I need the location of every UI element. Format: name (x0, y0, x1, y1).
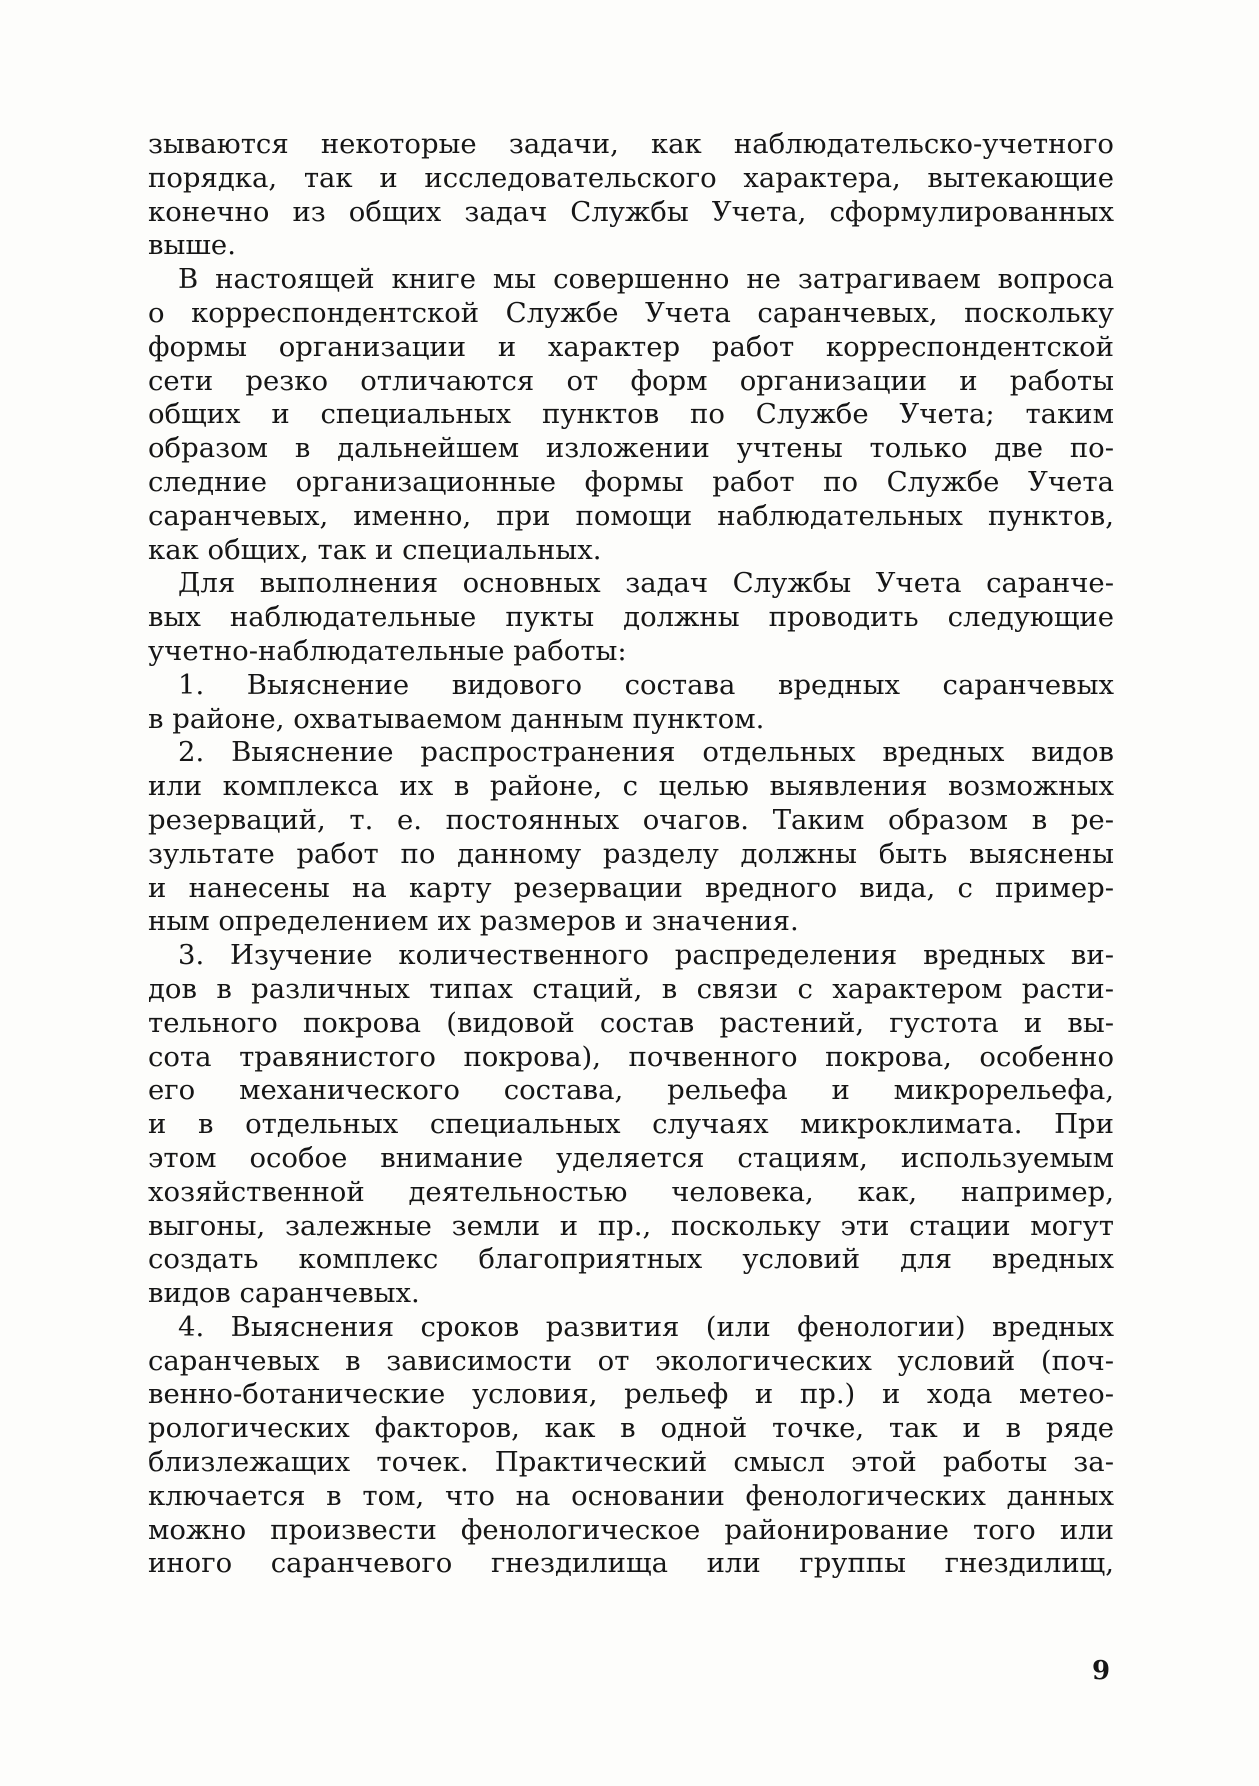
list-item-2 (148, 736, 1114, 939)
text-line: резерваций, т. е. постоянных очагов. Таким образом в ре- (148, 803, 1114, 836)
text-line: иного саранчевого гнездилища или группы гнездилищ, (148, 1547, 1114, 1580)
text-line: 4. Выяснения сроков развития (или фенологии) вредных (178, 1310, 1114, 1343)
text-line: этом особое внимание уделяется стациям, используемым (148, 1141, 1114, 1174)
page-number: 9 (1092, 1656, 1111, 1686)
text-line: формы организации и характер работ корреспондентской (148, 330, 1114, 363)
text-line: и в отдельных специальных случаях микроклимата. При (148, 1108, 1114, 1141)
text-line: хозяйственной деятельностью человека, как, например, (148, 1175, 1114, 1208)
list-item-3 (148, 939, 1114, 1311)
text-line: порядка, так и исследовательского характера, вытекающие (148, 161, 1114, 194)
text-line: выгоны, залежные земли и пр., поскольку эти стации могут (148, 1209, 1114, 1242)
body-text (148, 128, 1114, 1581)
text-line: венно-ботанические условия, рельеф и пр.) и хода метео- (148, 1378, 1114, 1411)
text-line: тельного покрова (видовой состав растений, густота и вы- (148, 1006, 1114, 1039)
list-item-4 (148, 1311, 1114, 1581)
text-line: дов в различных типах стаций, в связи с характером расти- (148, 972, 1114, 1005)
text-line: Для выполнения основных задач Службы Учета саранче- (178, 567, 1114, 600)
text-line: В настоящей книге мы совершенно не затрагиваем вопроса (178, 263, 1114, 296)
text-line: саранчевых в зависимости от экологических условий (поч- (148, 1344, 1114, 1377)
text-line: как общих, так и специальных. (148, 533, 602, 566)
text-line: сота травянистого покрова), почвенного покрова, особенно (148, 1040, 1114, 1073)
paragraph-3 (148, 567, 1114, 668)
text-line: его механического состава, рельефа и микрорельефа, (148, 1074, 1114, 1107)
text-line: создать комплекс благоприятных условий для вредных (148, 1243, 1114, 1276)
text-line: 2. Выяснение распространения отдельных вредных видов (178, 736, 1114, 769)
paragraph-2 (148, 263, 1114, 567)
text-line: видов саранчевых. (148, 1277, 420, 1310)
paragraph-1 (148, 128, 1114, 263)
text-line: выше. (148, 229, 236, 262)
text-line: о корреспондентской Службе Учета саранчевых, поскольку (148, 296, 1114, 329)
text-line: близлежащих точек. Практический смысл этой работы за- (148, 1446, 1114, 1479)
text-line: конечно из общих задач Службы Учета, сформулированных (148, 195, 1114, 228)
text-line: 1. Выяснение видового состава вредных саранчевых (178, 668, 1114, 701)
text-line: зультате работ по данному разделу должны быть выяснены (148, 837, 1114, 870)
text-line: рологических факторов, как в одной точке, так и в ряде (148, 1412, 1114, 1445)
text-line: можно произвести фенологическое районирование того или (148, 1513, 1114, 1546)
text-line: ключается в том, что на основании фенологических данных (148, 1479, 1114, 1512)
text-line: или комплекса их в районе, с целью выявления возможных (148, 770, 1114, 803)
text-line: ным определением их размеров и значения. (148, 905, 799, 938)
text-line: образом в дальнейшем изложении учтены только две по- (148, 432, 1114, 465)
list-item-1 (148, 669, 1114, 737)
text-line: зываются некоторые задачи, как наблюдательско-учетного (148, 128, 1114, 160)
text-line: учетно-наблюдательные работы: (148, 634, 627, 667)
text-line: общих и специальных пунктов по Службе Учета; таким (148, 398, 1114, 431)
text-line: сети резко отличаются от форм организации и работы (148, 364, 1114, 397)
text-line: саранчевых, именно, при помощи наблюдательных пунктов, (148, 499, 1114, 532)
text-line: следние организационные формы работ по Службе Учета (148, 465, 1114, 498)
text-line: и нанесены на карту резервации вредного вида, с пример- (148, 871, 1114, 904)
text-line: в районе, охватываемом данным пунктом. (148, 702, 765, 735)
text-line: вых наблюдательные пукты должны проводить следующие (148, 601, 1114, 634)
text-line: 3. Изучение количественного распределения вредных ви- (178, 939, 1114, 972)
